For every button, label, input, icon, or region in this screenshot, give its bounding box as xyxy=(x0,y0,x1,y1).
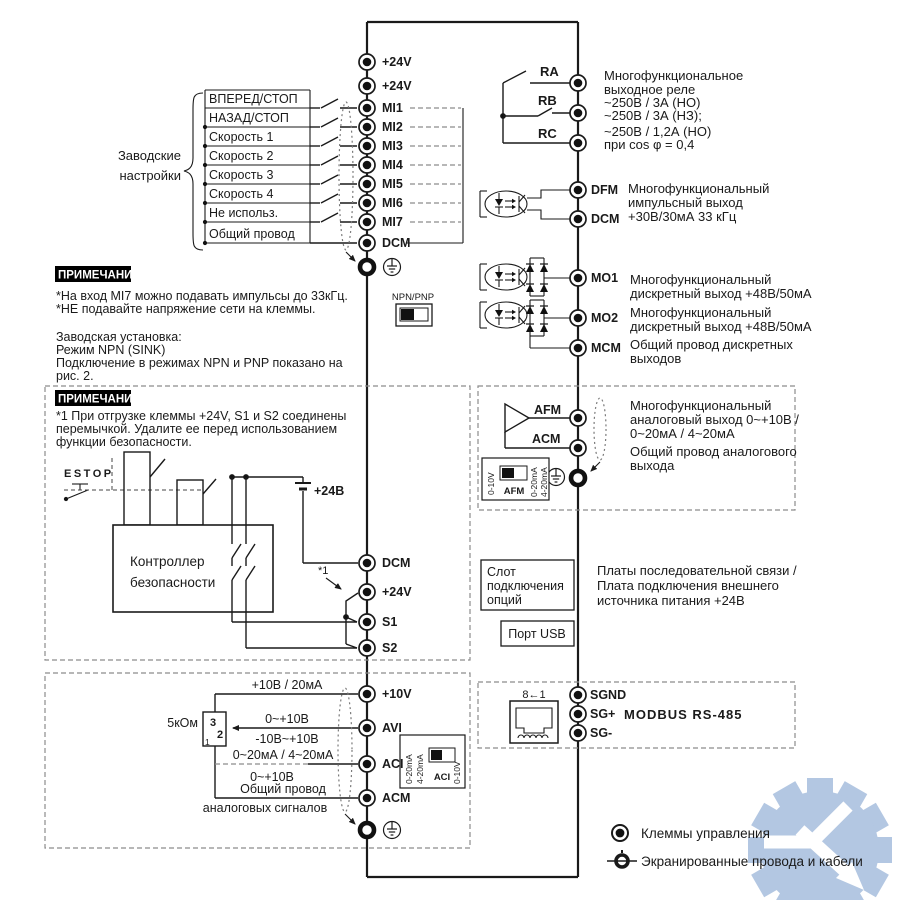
terminal-label: MO1 xyxy=(591,271,619,285)
modbus-label: MODBUS RS-485 xyxy=(624,707,743,722)
terminal-label: RC xyxy=(538,126,557,141)
terminal-label: DCM xyxy=(382,236,411,250)
estop-label: ESTOP xyxy=(64,468,114,480)
npn-pnp-label: NPN/PNP xyxy=(391,292,435,303)
legend-shield-label: Экранированные провода и кабели xyxy=(641,854,863,869)
serial-note: Платы последовательной связи / xyxy=(597,563,797,578)
controller-label: безопасности xyxy=(130,575,216,590)
aci-selector-slider[interactable] xyxy=(431,750,442,760)
aci-selector-name: ACI xyxy=(433,772,451,783)
terminal-label: +24V xyxy=(382,55,412,69)
note1-line: Заводская установка: xyxy=(56,330,182,344)
afm-note: 0~20мА / 4~20мА xyxy=(630,426,735,441)
note1-header: ПРИМЕЧАНИЕ xyxy=(58,269,141,282)
terminal-label: DCM xyxy=(591,212,620,226)
relay-note: при cos φ = 0,4 xyxy=(604,137,695,152)
controller-label: Контроллер xyxy=(130,554,205,569)
legend-terminal-icon xyxy=(612,825,628,841)
terminal-label: +10V xyxy=(382,687,412,701)
terminal-label: ACM xyxy=(532,432,561,446)
npn-pnp-slider[interactable] xyxy=(401,309,414,320)
modbus-section xyxy=(478,682,795,748)
afm-note: аналоговый выход 0~+10В / xyxy=(630,412,799,427)
rj45-jack-icon xyxy=(510,701,558,743)
relay-note: выходное реле xyxy=(604,82,696,97)
optocoupler-icon xyxy=(480,302,527,328)
acm-note: Общий провод аналогового xyxy=(630,444,797,459)
analog-output-section xyxy=(478,386,799,510)
terminal-label: +24V xyxy=(382,79,412,93)
terminal-label: ACM xyxy=(382,791,411,805)
estop-contact-blocks xyxy=(124,452,216,525)
input-row-label: Скорость 2 xyxy=(209,149,274,163)
terminals-left-top xyxy=(359,54,412,276)
mi-dcm-collector xyxy=(406,108,463,243)
shield-clamp-icon xyxy=(360,823,374,837)
serial-note: источника питания +24В xyxy=(597,593,745,608)
relay-note: Многофункциональное xyxy=(604,68,744,83)
terminal-label: ACI xyxy=(382,757,404,771)
terminal-label: MI3 xyxy=(382,139,403,153)
note1 xyxy=(55,266,348,383)
note2-line: перемычкой. Удалите ее перед использованием xyxy=(56,422,338,436)
aci-range-top: 0~20мА / 4~20мА xyxy=(232,748,334,762)
supply-range-label: +10В / 20мА xyxy=(251,678,323,692)
terminal-label: RA xyxy=(540,64,559,79)
factory-settings-label: настройки xyxy=(119,168,181,183)
terminal-label: S1 xyxy=(382,615,398,629)
usb-port-label: Порт USB xyxy=(508,627,566,641)
option-slot-section xyxy=(481,560,797,646)
shield-clamp-icon xyxy=(360,260,374,274)
note1-line: Режим NPN (SINK) xyxy=(56,343,166,357)
note2-header: ПРИМЕЧАНИЕ xyxy=(58,393,141,406)
terminal-label: S2 xyxy=(382,641,398,655)
discrete-outputs xyxy=(480,258,812,366)
battery-label: +24В xyxy=(314,484,345,498)
avi-range-top: 0~+10В xyxy=(265,712,309,726)
input-row-label: НАЗАД/СТОП xyxy=(209,111,289,125)
aci-selector-option: 0-20mA xyxy=(404,754,414,784)
shield-ellipse-inputs xyxy=(339,102,355,261)
afm-selector[interactable] xyxy=(482,458,549,500)
terminal-label: DFM xyxy=(591,183,619,197)
pot-pin-label: 2 xyxy=(217,729,224,741)
terminal-label: AFM xyxy=(534,403,562,417)
relay-note: ~250В / 3А (НЗ); xyxy=(604,108,702,123)
relay-note: ~250В / 3А (НО) xyxy=(604,95,701,110)
acm-note: выхода xyxy=(630,458,675,473)
mcm-note: выходов xyxy=(630,351,682,366)
note2-line: *1 При отгрузке клеммы +24V, S1 и S2 соединены xyxy=(56,409,347,423)
terminal-label: MCM xyxy=(591,341,621,355)
terminal-label: MI2 xyxy=(382,120,403,134)
shield-clamp-icon xyxy=(571,471,585,485)
relay-note: ~250В / 1,2А (НО) xyxy=(604,124,712,139)
safety-controller-box xyxy=(113,525,273,612)
terminal-label: SG+ xyxy=(590,707,616,721)
factory-settings-brace xyxy=(118,93,203,250)
mo2-note: дискретный выход +48В/50мА xyxy=(630,319,812,334)
slot-label: подключения xyxy=(487,579,564,593)
slot-label: опций xyxy=(487,593,522,607)
avi-range-bottom: -10В~+10В xyxy=(255,732,319,746)
pot-pin-label: 3 xyxy=(210,717,217,729)
note1-line: Подключение в режимах NPN и PNP показано на xyxy=(56,356,343,370)
optocoupler-icon xyxy=(480,264,527,290)
aci-range-bottom: 0~+10В xyxy=(250,770,294,784)
note1-line: рис. 2. xyxy=(56,369,94,383)
input-row-label: Общий провод xyxy=(209,227,295,241)
terminal-label: SG- xyxy=(590,726,613,740)
input-row-label: ВПЕРЕД/СТОП xyxy=(209,92,298,106)
input-row-label: Скорость 1 xyxy=(209,130,274,144)
aci-selector-option: 4-20mA xyxy=(415,754,425,784)
ground-icon xyxy=(384,259,401,276)
afm-selector-slider[interactable] xyxy=(502,468,514,478)
serial-note: Плата подключения внешнего xyxy=(597,578,779,593)
aci-selector[interactable] xyxy=(400,735,465,788)
terminal-label: MI6 xyxy=(382,196,403,210)
input-row-label: Не использ. xyxy=(209,206,279,220)
afm-selector-option: 0-10V xyxy=(486,472,496,495)
mcm-note: Общий провод дискретных xyxy=(630,337,793,352)
input-row-label: Скорость 4 xyxy=(209,187,274,201)
terminal-label: AVI xyxy=(382,721,402,735)
note2-line: функции безопасности. xyxy=(56,435,192,449)
legend-shield-icon xyxy=(607,850,637,867)
note1-line: *На вход MI7 можно подавать импульсы до 33кГц. xyxy=(56,289,348,303)
terminal-label: MI1 xyxy=(382,101,403,115)
ground-icon xyxy=(548,469,565,486)
afm-selector-option: 4-20mA xyxy=(539,467,549,497)
factory-settings-label: Заводские xyxy=(117,148,181,163)
terminal-label: MI4 xyxy=(382,158,403,172)
input-row-label: Скорость 3 xyxy=(209,168,274,182)
terminal-label: SGND xyxy=(590,688,627,702)
analog-common-label: Общий провод xyxy=(240,782,326,796)
safety-section xyxy=(45,386,470,660)
mo1-note: Многофункциональный xyxy=(630,272,772,287)
terminal-label: DCM xyxy=(382,556,411,570)
optocoupler-icon xyxy=(480,191,527,217)
aci-selector-option: 0-10V xyxy=(452,761,462,784)
slot-label: Слот xyxy=(487,565,516,579)
pot-pin-label: 1 xyxy=(205,737,210,747)
terminal-label: MI7 xyxy=(382,215,403,229)
terminal-label: MI5 xyxy=(382,177,403,191)
relay-output xyxy=(501,64,743,152)
jumper-ref-label: *1 xyxy=(318,565,329,577)
terminal-label: RB xyxy=(538,93,557,108)
afm-selector-name: AFM xyxy=(503,486,525,497)
ground-icon xyxy=(384,822,401,839)
legend-terminal-label: Клеммы управления xyxy=(641,826,770,841)
analog-common-label: аналоговых сигналов xyxy=(202,801,328,815)
digital-input-labels xyxy=(209,92,298,241)
rj45-pin-label: 8←1 xyxy=(522,689,546,701)
pot-value-label: 5кОм xyxy=(167,716,198,730)
terminal-label: MO2 xyxy=(591,311,619,325)
terminal-label: +24V xyxy=(382,585,412,599)
estop-button-icon xyxy=(64,484,88,501)
afm-note: Многофункциональный xyxy=(630,398,772,413)
mo2-note: Многофункциональный xyxy=(630,305,772,320)
pulse-note: импульсный выход xyxy=(628,195,743,210)
note1-line: *НЕ подавайте напряжение сети на клеммы. xyxy=(56,302,316,316)
afm-selector-option: 0-20mA xyxy=(529,467,539,497)
pulse-note: +30В/30мА 33 кГц xyxy=(628,209,737,224)
pulse-output xyxy=(480,181,769,227)
pulse-note: Многофункциональный xyxy=(628,181,770,196)
mo1-note: дискретный выход +48В/50мА xyxy=(630,286,812,301)
diode-ladders xyxy=(530,258,570,348)
input-switches xyxy=(310,99,357,243)
factory-jumper xyxy=(344,593,358,648)
npn-pnp-switch[interactable] xyxy=(392,292,434,326)
